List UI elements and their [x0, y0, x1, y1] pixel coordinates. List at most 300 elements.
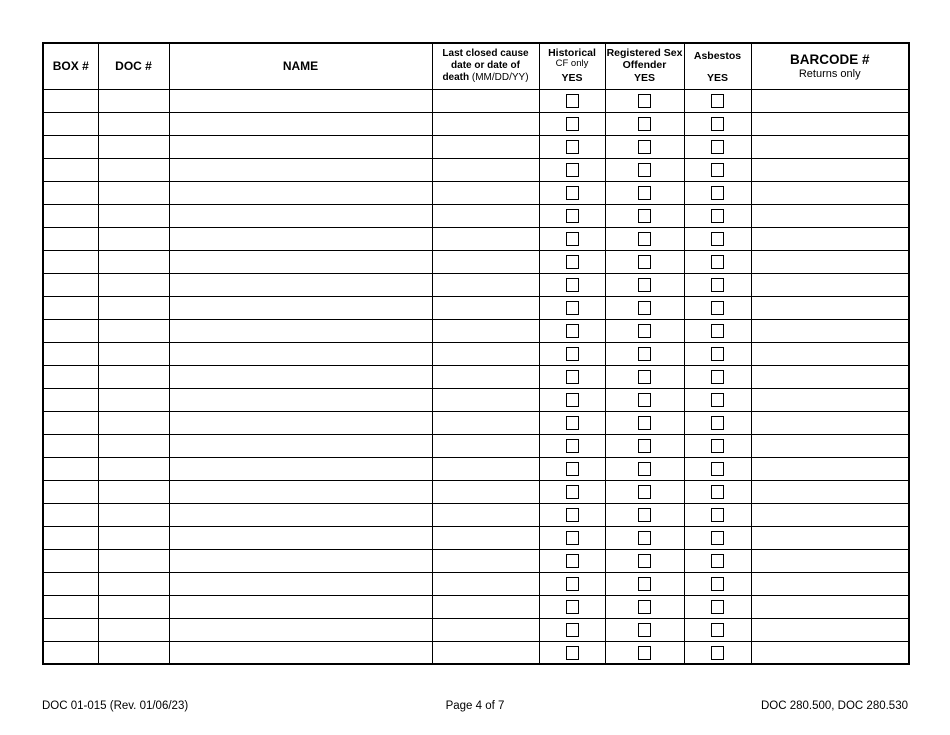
doc-number-cell[interactable] — [98, 503, 169, 526]
sex-offender-yes-checkbox[interactable] — [638, 232, 651, 246]
sex-offender-yes-cell — [605, 227, 684, 250]
asbestos-yes-checkbox[interactable] — [711, 163, 724, 177]
name-cell[interactable] — [169, 457, 432, 480]
sex-offender-yes-cell — [605, 618, 684, 641]
asbestos-yes-checkbox[interactable] — [711, 370, 724, 384]
historical-yes-checkbox[interactable] — [566, 117, 579, 131]
name-cell[interactable] — [169, 503, 432, 526]
historical-yes-checkbox[interactable] — [566, 94, 579, 108]
date-cell[interactable] — [432, 204, 539, 227]
sex-offender-yes-checkbox[interactable] — [638, 531, 651, 545]
name-cell[interactable] — [169, 227, 432, 250]
last-closed-line2: date or date of — [451, 60, 520, 72]
historical-yes-checkbox[interactable] — [566, 140, 579, 154]
date-cell[interactable] — [432, 572, 539, 595]
name-cell[interactable] — [169, 434, 432, 457]
name-header-label: NAME — [282, 59, 319, 74]
asbestos-yes-checkbox[interactable] — [711, 554, 724, 568]
sex-offender-yes-checkbox[interactable] — [638, 255, 651, 269]
historical-yes-checkbox[interactable] — [566, 393, 579, 407]
table-row — [43, 204, 909, 227]
name-cell[interactable] — [169, 549, 432, 572]
doc-number-cell[interactable] — [98, 457, 169, 480]
barcode-cell[interactable] — [751, 549, 909, 572]
doc-number-cell[interactable] — [98, 227, 169, 250]
barcode-cell[interactable] — [751, 595, 909, 618]
asbestos-yes-checkbox[interactable] — [711, 508, 724, 522]
historical-yes-checkbox[interactable] — [566, 255, 579, 269]
doc-number-cell[interactable] — [98, 411, 169, 434]
date-cell[interactable] — [432, 250, 539, 273]
asbestos-yes-checkbox[interactable] — [711, 600, 724, 614]
sex-offender-yes-checkbox[interactable] — [638, 278, 651, 292]
historical-yes-checkbox[interactable] — [566, 554, 579, 568]
sex-offender-yes-cell — [605, 641, 684, 664]
box-number-cell[interactable] — [43, 503, 98, 526]
historical-yes-cell — [539, 434, 605, 457]
sex-offender-yes-checkbox[interactable] — [638, 347, 651, 361]
sex-offender-yes-checkbox[interactable] — [638, 324, 651, 338]
barcode-cell[interactable] — [751, 135, 909, 158]
barcode-cell[interactable] — [751, 296, 909, 319]
asbestos-yes-checkbox[interactable] — [711, 324, 724, 338]
column-header-last-closed — [432, 43, 539, 89]
barcode-cell[interactable] — [751, 618, 909, 641]
sex-offender-yes-cell — [605, 388, 684, 411]
name-cell[interactable] — [169, 480, 432, 503]
doc-number-cell[interactable] — [98, 595, 169, 618]
box-number-cell[interactable] — [43, 273, 98, 296]
asbestos-yes-cell — [684, 112, 751, 135]
asbestos-yes-checkbox[interactable] — [711, 393, 724, 407]
historical-yes-cell — [539, 503, 605, 526]
historical-yes-label: YES — [561, 72, 583, 85]
table-row — [43, 388, 909, 411]
column-header-asbestos — [684, 43, 751, 89]
sex-offender-yes-checkbox[interactable] — [638, 600, 651, 614]
name-cell[interactable] — [169, 181, 432, 204]
table-row — [43, 480, 909, 503]
barcode-cell[interactable] — [751, 89, 909, 112]
date-cell[interactable] — [432, 434, 539, 457]
doc-number-cell[interactable] — [98, 89, 169, 112]
name-cell[interactable] — [169, 250, 432, 273]
box-number-cell[interactable] — [43, 411, 98, 434]
asbestos-yes-checkbox[interactable] — [711, 117, 724, 131]
doc-number-cell[interactable] — [98, 480, 169, 503]
sex-offender-yes-checkbox[interactable] — [638, 416, 651, 430]
historical-yes-cell — [539, 319, 605, 342]
asbestos-yes-checkbox[interactable] — [711, 462, 724, 476]
doc-number-cell[interactable] — [98, 181, 169, 204]
sex-offender-yes-checkbox[interactable] — [638, 94, 651, 108]
asbestos-yes-checkbox[interactable] — [711, 347, 724, 361]
historical-yes-checkbox[interactable] — [566, 531, 579, 545]
doc-number-cell[interactable] — [98, 204, 169, 227]
sex-offender-yes-checkbox[interactable] — [638, 186, 651, 200]
policy-references: DOC 280.500, DOC 280.530 — [760, 700, 908, 712]
historical-title: Historical — [548, 47, 596, 60]
historical-yes-cell — [539, 365, 605, 388]
table-row — [43, 503, 909, 526]
box-number-cell[interactable] — [43, 549, 98, 572]
asbestos-yes-checkbox[interactable] — [711, 531, 724, 545]
box-number-cell[interactable] — [43, 365, 98, 388]
asbestos-yes-checkbox[interactable] — [711, 623, 724, 637]
historical-yes-cell — [539, 526, 605, 549]
historical-yes-cell — [539, 273, 605, 296]
table-row — [43, 296, 909, 319]
historical-yes-checkbox[interactable] — [566, 462, 579, 476]
sex-offender-yes-cell — [605, 204, 684, 227]
sex-offender-yes-checkbox[interactable] — [638, 439, 651, 453]
asbestos-yes-cell — [684, 503, 751, 526]
asbestos-yes-cell — [684, 595, 751, 618]
doc-number-cell[interactable] — [98, 135, 169, 158]
date-cell[interactable] — [432, 457, 539, 480]
date-cell[interactable] — [432, 618, 539, 641]
asbestos-yes-cell — [684, 227, 751, 250]
box-number-cell[interactable] — [43, 250, 98, 273]
table-row — [43, 89, 909, 112]
table-row — [43, 319, 909, 342]
historical-yes-checkbox[interactable] — [566, 278, 579, 292]
box-number-cell[interactable] — [43, 319, 98, 342]
asbestos-yes-cell — [684, 158, 751, 181]
historical-yes-checkbox[interactable] — [566, 347, 579, 361]
barcode-cell[interactable] — [751, 480, 909, 503]
doc-number-cell[interactable] — [98, 434, 169, 457]
barcode-cell[interactable] — [751, 273, 909, 296]
doc-number-cell[interactable] — [98, 549, 169, 572]
name-cell[interactable] — [169, 319, 432, 342]
sex-offender-yes-checkbox[interactable] — [638, 577, 651, 591]
date-cell[interactable] — [432, 342, 539, 365]
historical-yes-cell — [539, 457, 605, 480]
asbestos-yes-cell — [684, 250, 751, 273]
asbestos-yes-checkbox[interactable] — [711, 94, 724, 108]
asbestos-yes-checkbox[interactable] — [711, 255, 724, 269]
historical-yes-checkbox[interactable] — [566, 232, 579, 246]
asbestos-yes-checkbox[interactable] — [711, 140, 724, 154]
asbestos-yes-cell — [684, 273, 751, 296]
doc-number-cell[interactable] — [98, 365, 169, 388]
historical-yes-checkbox[interactable] — [566, 577, 579, 591]
asbestos-yes-checkbox[interactable] — [711, 209, 724, 223]
date-cell[interactable] — [432, 526, 539, 549]
table-row — [43, 434, 909, 457]
asbestos-yes-cell — [684, 457, 751, 480]
table-row — [43, 181, 909, 204]
form-number: DOC 01-015 (Rev. 01/06/23) — [42, 700, 189, 712]
last-closed-line1: Last closed cause — [442, 48, 529, 60]
box-number-cell[interactable] — [43, 204, 98, 227]
sex-offender-yes-cell — [605, 112, 684, 135]
box-number-cell[interactable] — [43, 526, 98, 549]
sex-offender-yes-cell — [605, 480, 684, 503]
asbestos-yes-checkbox[interactable] — [711, 301, 724, 315]
doc-number-cell[interactable] — [98, 296, 169, 319]
asbestos-yes-cell — [684, 480, 751, 503]
date-cell[interactable] — [432, 273, 539, 296]
box-number-cell[interactable] — [43, 135, 98, 158]
sex-offender-yes-cell — [605, 434, 684, 457]
name-cell[interactable] — [169, 618, 432, 641]
asbestos-yes-checkbox[interactable] — [711, 232, 724, 246]
table-row — [43, 618, 909, 641]
name-cell[interactable] — [169, 112, 432, 135]
column-header-sex-offender — [605, 43, 684, 89]
doc-number-cell[interactable] — [98, 273, 169, 296]
sex-offender-yes-checkbox[interactable] — [638, 623, 651, 637]
table-row — [43, 365, 909, 388]
doc-number-cell[interactable] — [98, 572, 169, 595]
doc-number-cell[interactable] — [98, 319, 169, 342]
name-cell[interactable] — [169, 411, 432, 434]
sex-offender-yes-cell — [605, 595, 684, 618]
sex-offender-yes-checkbox[interactable] — [638, 508, 651, 522]
barcode-cell[interactable] — [751, 411, 909, 434]
date-cell[interactable] — [432, 112, 539, 135]
date-cell[interactable] — [432, 135, 539, 158]
historical-yes-cell — [539, 181, 605, 204]
historical-yes-checkbox[interactable] — [566, 600, 579, 614]
name-cell[interactable] — [169, 526, 432, 549]
asbestos-yes-cell — [684, 572, 751, 595]
asbestos-yes-cell — [684, 342, 751, 365]
date-cell[interactable] — [432, 296, 539, 319]
column-header-box — [43, 43, 98, 89]
asbestos-yes-checkbox[interactable] — [711, 646, 724, 660]
date-cell[interactable] — [432, 319, 539, 342]
name-cell[interactable] — [169, 204, 432, 227]
historical-yes-checkbox[interactable] — [566, 186, 579, 200]
box-number-cell[interactable] — [43, 457, 98, 480]
historical-yes-checkbox[interactable] — [566, 209, 579, 223]
sex-offender-yes-cell — [605, 526, 684, 549]
name-cell[interactable] — [169, 365, 432, 388]
historical-yes-checkbox[interactable] — [566, 301, 579, 315]
name-cell[interactable] — [169, 388, 432, 411]
historical-yes-cell — [539, 227, 605, 250]
barcode-cell[interactable] — [751, 526, 909, 549]
box-number-cell[interactable] — [43, 641, 98, 664]
date-cell[interactable] — [432, 227, 539, 250]
date-cell[interactable] — [432, 388, 539, 411]
sex-offender-yes-checkbox[interactable] — [638, 209, 651, 223]
sex-offender-yes-checkbox[interactable] — [638, 462, 651, 476]
sex-offender-yes-cell — [605, 411, 684, 434]
doc-number-cell[interactable] — [98, 112, 169, 135]
column-header-name — [169, 43, 432, 89]
sex-offender-yes-label: YES — [633, 72, 655, 85]
historical-yes-cell — [539, 595, 605, 618]
name-cell[interactable] — [169, 641, 432, 664]
box-header-label: BOX # — [52, 59, 89, 74]
asbestos-yes-cell — [684, 319, 751, 342]
historical-yes-checkbox[interactable] — [566, 324, 579, 338]
sex-offender-yes-cell — [605, 296, 684, 319]
box-number-cell[interactable] — [43, 342, 98, 365]
date-cell[interactable] — [432, 549, 539, 572]
asbestos-yes-cell — [684, 434, 751, 457]
asbestos-title: Asbestos — [693, 50, 742, 63]
sex-offender-yes-checkbox[interactable] — [638, 646, 651, 660]
barcode-cell[interactable] — [751, 112, 909, 135]
historical-yes-checkbox[interactable] — [566, 163, 579, 177]
table-row — [43, 273, 909, 296]
historical-yes-cell — [539, 342, 605, 365]
asbestos-yes-cell — [684, 411, 751, 434]
box-number-cell[interactable] — [43, 227, 98, 250]
sex-offender-yes-cell — [605, 503, 684, 526]
historical-yes-checkbox[interactable] — [566, 416, 579, 430]
table-row — [43, 457, 909, 480]
asbestos-yes-cell — [684, 135, 751, 158]
table-row — [43, 549, 909, 572]
barcode-cell[interactable] — [751, 572, 909, 595]
table-row — [43, 572, 909, 595]
historical-yes-checkbox[interactable] — [566, 508, 579, 522]
historical-yes-checkbox[interactable] — [566, 646, 579, 660]
box-number-cell[interactable] — [43, 572, 98, 595]
historical-yes-cell — [539, 641, 605, 664]
historical-yes-checkbox[interactable] — [566, 439, 579, 453]
date-cell[interactable] — [432, 411, 539, 434]
barcode-cell[interactable] — [751, 388, 909, 411]
date-cell[interactable] — [432, 480, 539, 503]
asbestos-yes-cell — [684, 388, 751, 411]
asbestos-yes-cell — [684, 618, 751, 641]
date-cell[interactable] — [432, 181, 539, 204]
sex-offender-yes-checkbox[interactable] — [638, 140, 651, 154]
sex-offender-yes-cell — [605, 89, 684, 112]
table-row — [43, 250, 909, 273]
date-cell[interactable] — [432, 641, 539, 664]
historical-yes-cell — [539, 158, 605, 181]
date-cell[interactable] — [432, 158, 539, 181]
sex-offender-yes-cell — [605, 342, 684, 365]
name-cell[interactable] — [169, 135, 432, 158]
barcode-cell[interactable] — [751, 204, 909, 227]
barcode-cell[interactable] — [751, 319, 909, 342]
header-row — [43, 43, 909, 89]
historical-yes-checkbox[interactable] — [566, 623, 579, 637]
name-cell[interactable] — [169, 342, 432, 365]
doc-number-cell[interactable] — [98, 618, 169, 641]
historical-yes-cell — [539, 549, 605, 572]
sex-offender-yes-checkbox[interactable] — [638, 163, 651, 177]
box-number-cell[interactable] — [43, 112, 98, 135]
table-body — [43, 89, 909, 664]
asbestos-yes-checkbox[interactable] — [711, 278, 724, 292]
box-number-cell[interactable] — [43, 158, 98, 181]
barcode-cell[interactable] — [751, 434, 909, 457]
box-number-cell[interactable] — [43, 480, 98, 503]
barcode-cell[interactable] — [751, 503, 909, 526]
table-row — [43, 595, 909, 618]
sex-offender-yes-checkbox[interactable] — [638, 393, 651, 407]
box-number-cell[interactable] — [43, 388, 98, 411]
historical-yes-cell — [539, 135, 605, 158]
doc-number-cell[interactable] — [98, 526, 169, 549]
sex-offender-yes-checkbox[interactable] — [638, 485, 651, 499]
name-cell[interactable] — [169, 296, 432, 319]
name-cell[interactable] — [169, 572, 432, 595]
asbestos-yes-cell — [684, 204, 751, 227]
name-cell[interactable] — [169, 158, 432, 181]
date-cell[interactable] — [432, 503, 539, 526]
asbestos-yes-checkbox[interactable] — [711, 577, 724, 591]
barcode-title: BARCODE # — [789, 51, 870, 67]
page-number: Page 4 of 7 — [445, 700, 505, 712]
historical-yes-checkbox[interactable] — [566, 485, 579, 499]
table-row — [43, 158, 909, 181]
sex-offender-yes-cell — [605, 181, 684, 204]
asbestos-yes-cell — [684, 526, 751, 549]
doc-number-cell[interactable] — [98, 388, 169, 411]
doc-number-cell[interactable] — [98, 158, 169, 181]
box-number-cell[interactable] — [43, 89, 98, 112]
box-number-cell[interactable] — [43, 618, 98, 641]
column-header-doc — [98, 43, 169, 89]
name-cell[interactable] — [169, 89, 432, 112]
doc-number-cell[interactable] — [98, 641, 169, 664]
historical-yes-cell — [539, 618, 605, 641]
asbestos-yes-cell — [684, 365, 751, 388]
barcode-cell[interactable] — [751, 181, 909, 204]
sex-offender-yes-checkbox[interactable] — [638, 117, 651, 131]
barcode-cell[interactable] — [751, 457, 909, 480]
date-cell[interactable] — [432, 595, 539, 618]
table-row — [43, 227, 909, 250]
sex-offender-yes-cell — [605, 549, 684, 572]
box-number-cell[interactable] — [43, 595, 98, 618]
asbestos-yes-cell — [684, 549, 751, 572]
barcode-cell[interactable] — [751, 250, 909, 273]
sex-offender-yes-checkbox[interactable] — [638, 301, 651, 315]
date-cell[interactable] — [432, 89, 539, 112]
asbestos-yes-checkbox[interactable] — [711, 485, 724, 499]
doc-header-label: DOC # — [115, 59, 152, 74]
barcode-cell[interactable] — [751, 158, 909, 181]
historical-subtitle: CF only — [555, 58, 589, 70]
box-number-cell[interactable] — [43, 296, 98, 319]
name-cell[interactable] — [169, 273, 432, 296]
sex-offender-yes-checkbox[interactable] — [638, 554, 651, 568]
box-number-cell[interactable] — [43, 434, 98, 457]
barcode-cell[interactable] — [751, 365, 909, 388]
sex-offender-yes-cell — [605, 250, 684, 273]
box-number-cell[interactable] — [43, 181, 98, 204]
asbestos-yes-checkbox[interactable] — [711, 186, 724, 200]
barcode-cell[interactable] — [751, 227, 909, 250]
sex-offender-yes-cell — [605, 158, 684, 181]
barcode-cell[interactable] — [751, 342, 909, 365]
name-cell[interactable] — [169, 595, 432, 618]
barcode-cell[interactable] — [751, 641, 909, 664]
date-cell[interactable] — [432, 365, 539, 388]
column-header-historical — [539, 43, 605, 89]
historical-yes-checkbox[interactable] — [566, 370, 579, 384]
sex-offender-yes-checkbox[interactable] — [638, 370, 651, 384]
barcode-subtitle: Returns only — [798, 67, 861, 80]
doc-number-cell[interactable] — [98, 250, 169, 273]
asbestos-yes-checkbox[interactable] — [711, 439, 724, 453]
asbestos-yes-checkbox[interactable] — [711, 416, 724, 430]
sex-offender-yes-cell — [605, 572, 684, 595]
doc-number-cell[interactable] — [98, 342, 169, 365]
